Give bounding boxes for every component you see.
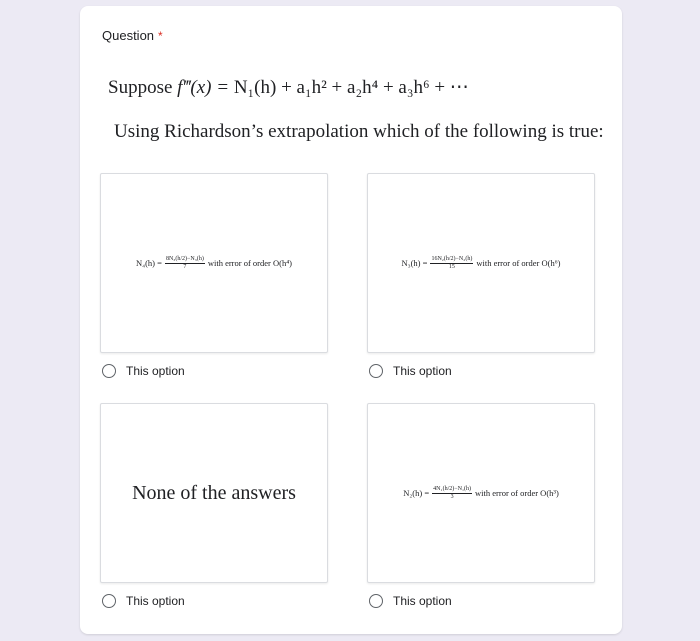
question-formula (108, 76, 469, 99)
question-prompt: Using Richardson’s extrapolation which of the following is true: (114, 121, 604, 142)
option-2-fraction (430, 256, 473, 270)
formula-rhs: N₁(h) + a₁h² + a₂h⁴ + a₃h⁶ + ⋯ (233, 77, 469, 98)
option-4-equation (403, 486, 559, 500)
option-image-4[interactable] (367, 403, 595, 583)
option-image-1[interactable] (100, 173, 328, 353)
formula-lead: Suppose (108, 77, 178, 98)
radio-circle-icon[interactable] (102, 364, 116, 378)
required-asterisk: * (158, 29, 163, 43)
question-card (80, 6, 622, 634)
option-1-suffix: with error of order O(h⁴) (207, 258, 292, 268)
option-image-2[interactable] (367, 173, 595, 353)
formula-lhs: f‴(x) = (177, 77, 234, 98)
option-2-label: This option (393, 364, 452, 378)
option-1-fraction (165, 256, 205, 270)
option-4-lhs: N₂(h) = (403, 488, 430, 498)
option-1-label: This option (126, 364, 185, 378)
option-2-suffix: with error of order O(h⁶) (476, 258, 561, 268)
option-2-denominator: 15 (448, 263, 455, 270)
radio-circle-icon[interactable] (369, 594, 383, 608)
option-1-lhs: N₄(h) = (136, 258, 162, 268)
option-4-label: This option (393, 594, 452, 608)
option-1-equation (136, 256, 292, 270)
option-4-numerator: 4N₁(h/2)−N₁(h) (433, 486, 472, 493)
option-2-equation (402, 256, 561, 270)
option-3-text: None of the answers (132, 481, 296, 504)
option-4-denominator: 3 (450, 493, 454, 500)
option-radio-4[interactable] (369, 594, 452, 608)
option-radio-3[interactable] (102, 594, 185, 608)
question-label (102, 28, 163, 43)
question-label-text: Question (102, 28, 155, 43)
option-3-label: This option (126, 594, 185, 608)
option-1-denominator: 7 (183, 263, 187, 270)
option-image-3[interactable] (100, 403, 328, 583)
radio-circle-icon[interactable] (102, 594, 116, 608)
option-2-numerator: 16N₂(h/2)−N₂(h) (431, 256, 473, 263)
option-2-lhs: N₃(h) = (401, 258, 428, 268)
radio-circle-icon[interactable] (369, 364, 383, 378)
option-1-numerator: 8N₃(h/2)−N₃(h) (165, 256, 204, 263)
option-4-fraction (432, 486, 472, 500)
option-radio-2[interactable] (369, 364, 452, 378)
option-4-suffix: with error of order O(h³) (475, 488, 559, 498)
option-radio-1[interactable] (102, 364, 185, 378)
